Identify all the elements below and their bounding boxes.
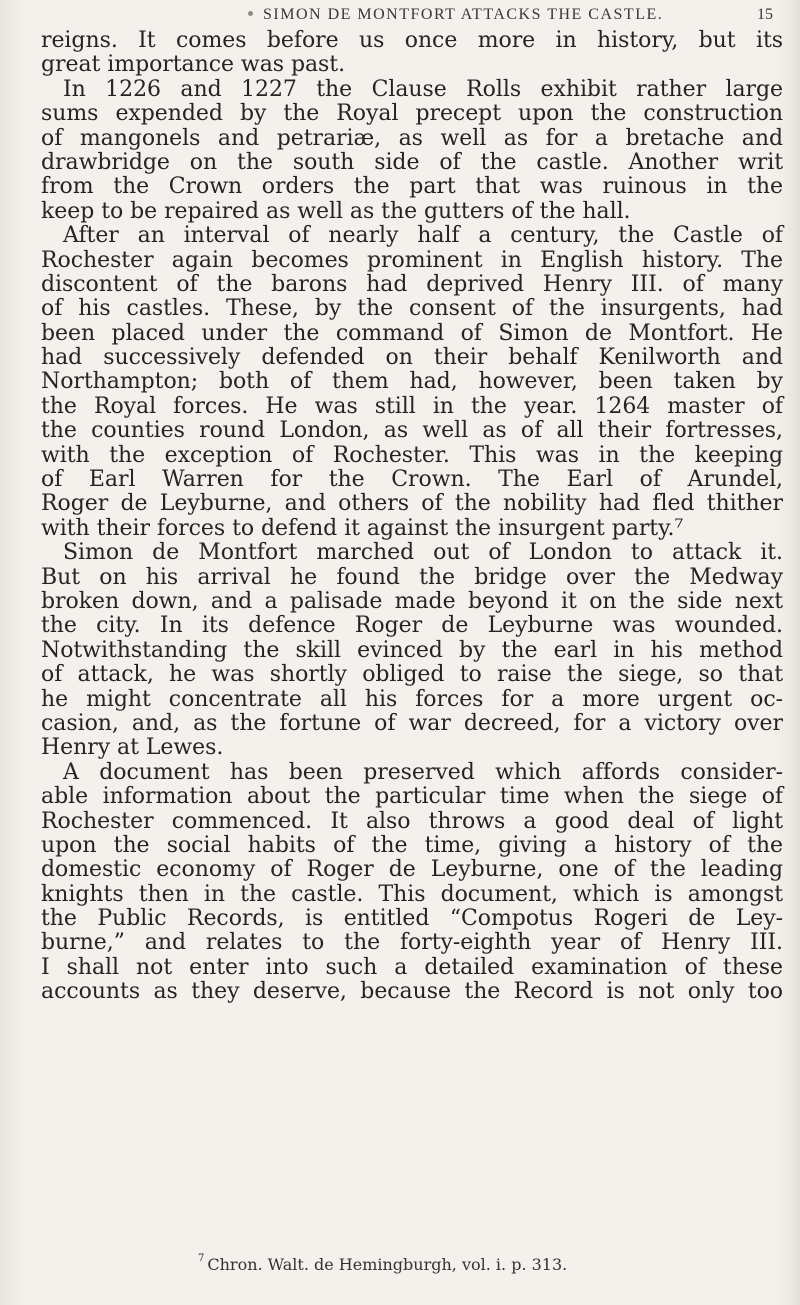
text-line: Roger de Leyburne, and others of the nobility had fled thither <box>41 491 783 517</box>
text-line: Northampton; both of them had, however, been taken by <box>41 369 783 395</box>
text-line: from the Crown orders the part that was ruinous in the <box>41 174 783 200</box>
text-line: with their forces to defend it against the insurgent party.⁷ <box>41 515 684 541</box>
text-line: of mangonels and petrariæ, as well as for a bretache and <box>41 125 783 151</box>
body-text <box>41 29 783 1005</box>
text-line: the Public Records, is entitled “Compotus Rogeri de Ley- <box>41 906 783 932</box>
text-line: drawbridge on the south side of the castle. Another writ <box>41 149 783 175</box>
running-title: SIMON DE MONTFORT ATTACKS THE CASTLE. <box>263 6 664 23</box>
running-head <box>248 6 698 24</box>
text-line: Simon de Montfort marched out of London to attack it. <box>63 540 783 566</box>
text-line: Henry at Lewes. <box>41 735 224 761</box>
text-line: with the exception of Rochester. This was in the keeping <box>41 442 783 468</box>
text-line: I shall not enter into such a detailed examination of these <box>41 954 783 980</box>
text-line: sums expended by the Royal precept upon the construction <box>41 101 783 127</box>
text-line: burne,” and relates to the forty-eighth year of Henry III. <box>41 930 783 956</box>
text-line: keep to be repaired as well as the gutters of the hall. <box>41 198 631 224</box>
text-line: had successively defended on their behalf Kenilworth and <box>41 345 783 371</box>
text-line: broken down, and a palisade made beyond it on the side next <box>41 588 783 614</box>
text-line: of attack, he was shortly obliged to raise the siege, so that <box>41 662 783 688</box>
text-line: casion, and, as the fortune of war decreed, for a victory over <box>41 710 783 736</box>
text-line: he might concentrate all his forces for a more urgent oc- <box>41 686 783 712</box>
text-line: the Royal forces. He was still in the year. 1264 master of <box>41 393 783 419</box>
text-line: Rochester again becomes prominent in English history. The <box>41 247 783 273</box>
text-line: Notwithstanding the skill evinced by the earl in his method <box>41 637 783 663</box>
ornament-dot-icon <box>248 11 253 16</box>
text-line: great importance was past. <box>41 52 346 78</box>
text-line: the counties round London, as well as of all their fortresses, <box>41 418 783 444</box>
text-line: the city. In its defence Roger de Leyburne was wounded. <box>41 613 783 639</box>
text-line: A document has been preserved which affords consider- <box>63 759 783 785</box>
text-line: been placed under the command of Simon de Montfort. He <box>41 320 783 346</box>
footnote-text: Chron. Walt. de Hemingburgh, vol. i. p. 313. <box>207 1255 568 1274</box>
text-line: knights then in the castle. This document, which is amongst <box>41 881 783 907</box>
text-line: of his castles. These, by the consent of the insurgents, had <box>41 296 783 322</box>
text-line: able information about the particular time when the siege of <box>41 784 783 810</box>
text-line: of Earl Warren for the Crown. The Earl of Arundel, <box>41 467 783 493</box>
footnote-marker: 7 <box>198 1253 205 1264</box>
page-edge-shadow <box>786 0 800 1305</box>
text-line: After an interval of nearly half a century, the Castle of <box>63 223 783 249</box>
text-line: upon the social habits of the time, giving a history of the <box>41 832 783 858</box>
text-line: discontent of the barons had deprived Henry III. of many <box>41 271 783 297</box>
page-number: 15 <box>757 6 773 23</box>
footnote <box>198 1255 758 1274</box>
text-line: Rochester commenced. It also throws a good deal of light <box>41 808 783 834</box>
text-line: In 1226 and 1227 the Clause Rolls exhibit rather large <box>63 76 783 102</box>
text-line: accounts as they deserve, because the Record is not only too <box>41 979 783 1005</box>
text-line: reigns. It comes before us once more in history, but its <box>41 28 783 53</box>
text-line: domestic economy of Roger de Leyburne, one of the leading <box>41 857 783 883</box>
text-line: But on his arrival he found the bridge over the Medway <box>41 564 783 590</box>
